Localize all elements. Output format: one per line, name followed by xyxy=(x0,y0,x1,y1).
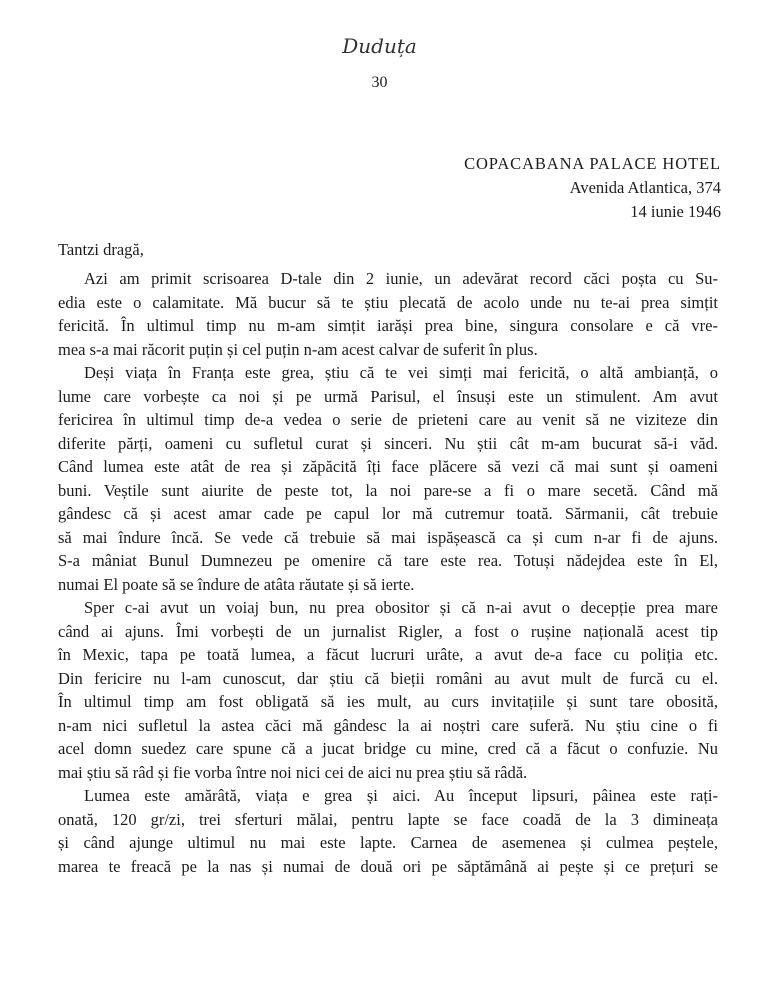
letter-text-line: lume care vorbește ca noi și pe urmă Parisul, el însuși este un stimulent. Am avut xyxy=(58,386,718,406)
letter-date: 14 iunie 1946 xyxy=(630,202,721,221)
letter-body xyxy=(58,267,718,878)
letter-address-block xyxy=(464,152,721,224)
letter-text-line: În ultimul timp am fost obligată să ies mult, au curs invitațiile și sunt tare obosită, xyxy=(58,692,718,711)
letter-text-line: edia este o calamitate. Mă bucur să te știu plecată de acolo unde nu te-ai prea simțit xyxy=(58,292,718,312)
letter-text-line: fericirea în ultimul timp de-a vedea o serie de prieteni care au venit să ne viziteze din xyxy=(58,410,718,429)
letter-text-line: Lumea este amărâtă, viața e grea și aici. Au început lipsuri, pâinea este rați- xyxy=(84,786,718,805)
letter-salutation: Tantzi dragă, xyxy=(58,240,144,259)
page-number: 30 xyxy=(371,74,388,91)
letter-text-line: numai El poate să se îndure de atâta răutate și să ierte. xyxy=(58,574,415,594)
letter-text-line: diferite părți, oameni cu sufletul curat și sinceri. Nu știi cât m-am bucurat să-i văd. xyxy=(58,433,718,453)
letter-text-line: mea s-a mai răcorit puțin și cel puțin n-am acest calvar de suferit în plus. xyxy=(58,339,538,359)
letter-text-line: marea te freacă pe la nas și numai de două ori pe săptămână ai pește și ce prețuri se xyxy=(58,856,718,876)
letter-text-line: S-a mâniat Bunul Dumnezeu pe omenire că tare este rea. Totuși nădejdea este în El, xyxy=(58,551,718,570)
letter-text-line: Din fericire nu l-am cunoscut, dar știu că bieții români au avut mult de furcă cu el. xyxy=(58,668,718,688)
letter-text-line: fericită. În ultimul timp nu m-am simțit iarăși prea bine, singura consolare e că vre- xyxy=(58,316,718,335)
letter-text-line: în Mexic, tapa pe toată lumea, a făcut lucruri urâte, a avut de-a face cu poliția etc. xyxy=(58,645,718,664)
letter-text-line: buni. Veștile sunt aiurite de peste tot, la noi pare-se a fi o mare secetă. Când mă xyxy=(58,480,718,500)
letter-text-line: acel domn suedez care spune că a jucat bridge cu mine, cred că a făcut o confuzie. Nu xyxy=(58,739,718,758)
letter-text-line: să mai îndure încă. Se vede că trebuie să mai ispășească ca și cum n-ar fi de ajuns. xyxy=(58,527,718,547)
letter-text-line: n-am nici sufletul la astea căci mă gândesc la ai noștri care suferă. Nu știu cine o fi xyxy=(58,715,718,735)
letter-text-line: Deși viața în Franța este grea, știu că te vei simți mai fericită, o altă ambianță, o xyxy=(84,363,718,382)
letter-text-line: Azi am primit scrisoarea D-tale din 2 iunie, un adevărat record căci poșta cu Su- xyxy=(84,269,718,288)
running-header-title: Duduța xyxy=(342,34,417,58)
letter-text-line: onată, 120 gr/zi, trei sferturi mălai, pentru lapte se face coadă de la 3 dimineața xyxy=(58,809,718,829)
letter-text-line: Sper c-ai avut un voiaj bun, nu prea obositor și că n-ai avut o decepție prea mare xyxy=(84,598,718,617)
letter-text-line: când ai ajuns. Îmi vorbești de un jurnalist Rigler, a fost o rușine națională acest tip xyxy=(58,621,718,641)
letter-text-line: mai știu să râd și fie vorba între noi nici cei de aici nu prea știu să râdă. xyxy=(58,762,528,782)
letter-text-line: gândesc că și acest amar cade pe capul lor mă cutremur toată. Sărmanii, cât trebuie xyxy=(58,504,718,523)
letter-text-line: și când ajunge ultimul nu mai este lapte. Carnea de asemenea și culmea peștele, xyxy=(58,833,718,852)
street-address: Avenida Atlantica, 374 xyxy=(569,178,721,197)
hotel-name: COPACABANA PALACE HOTEL xyxy=(464,154,721,173)
letter-text-line: Când lumea este atât de rea și zăpăcită îți face plăcere să vezi că mai sunt și oameni xyxy=(58,457,718,476)
